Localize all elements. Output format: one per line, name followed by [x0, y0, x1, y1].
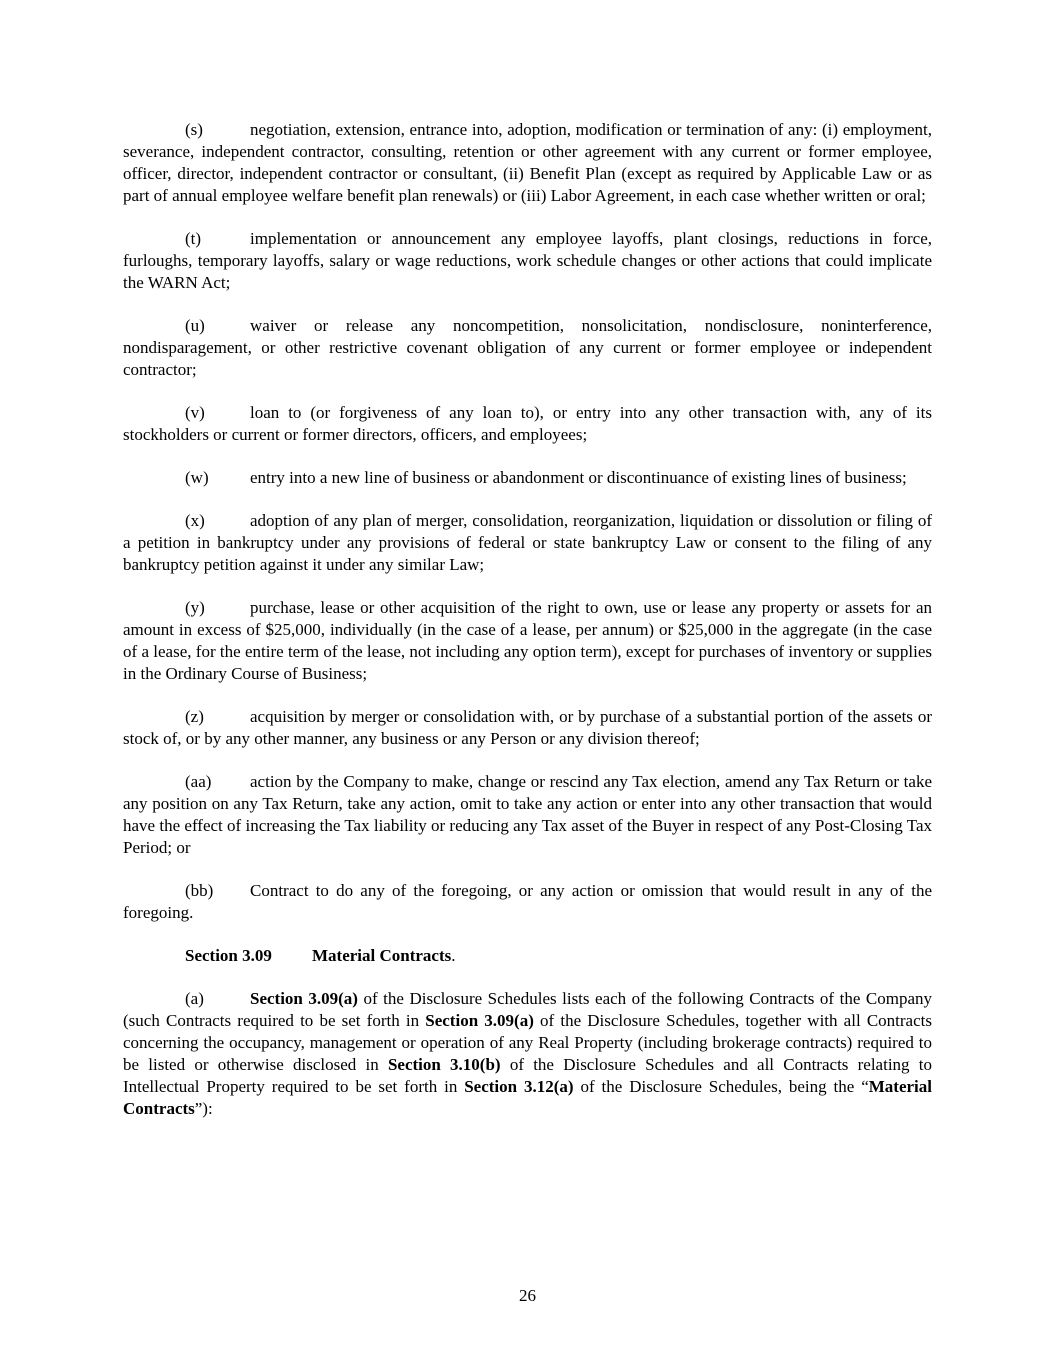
paragraph-label: (u)	[185, 316, 205, 335]
section-title: Material Contracts	[312, 946, 452, 965]
paragraph-label: (y)	[185, 598, 205, 617]
page-number: 26	[519, 1286, 536, 1305]
paragraph-label: (w)	[185, 468, 209, 487]
paragraph-text: action by the Company to make, change or rescind any Tax election, amend any Tax Return or take any position on any Tax Return, take any action, omit to take any action or enter into any other transaction that would have the effect of increasing the Tax liability or reducing any Tax asset of the Buyer in respect of any Post-Closing Tax Period; or	[123, 772, 932, 857]
paragraph-w	[123, 467, 932, 489]
paragraph-a	[123, 988, 932, 1120]
paragraph-y	[123, 597, 932, 685]
paragraph-text: implementation or announcement any employee layoffs, plant closings, reductions in force, furloughs, temporary layoffs, salary or wage reductions, work schedule changes or other actions that could implicate the WARN Act;	[123, 229, 932, 292]
paragraph-label: (bb)	[185, 881, 214, 900]
paragraph-text: entry into a new line of business or abandonment or discontinuance of existing lines of business;	[250, 468, 907, 487]
paragraph-label: (t)	[185, 229, 202, 248]
paragraph-text: adoption of any plan of merger, consolidation, reorganization, liquidation or dissolution or filing of a petition in bankruptcy under any provisions of federal or state bankruptcy Law or consent to the filing of any bankruptcy petition against it under any similar Law;	[123, 511, 932, 574]
paragraph-z	[123, 706, 932, 750]
paragraph-t	[123, 228, 932, 294]
paragraph-v	[123, 402, 932, 446]
paragraph-u	[123, 315, 932, 381]
paragraph-label: (s)	[185, 120, 203, 139]
paragraph-label: (x)	[185, 511, 205, 530]
paragraph-aa	[123, 771, 932, 859]
paragraph-label: (v)	[185, 403, 205, 422]
section-title-period: .	[451, 946, 456, 965]
paragraph-x	[123, 510, 932, 576]
section-heading	[123, 945, 932, 967]
paragraph-bb	[123, 880, 932, 924]
paragraph-text: purchase, lease or other acquisition of the right to own, use or lease any property or assets for an amount in excess of $25,000, individually (in the case of a lease, per annum) or $25,000 in the aggregate (in the case of a lease, for the entire term of the lease, not including any option term), except for purchases of inventory or supplies in the Ordinary Course of Business;	[123, 598, 932, 683]
paragraph-label: (aa)	[185, 772, 212, 791]
paragraph-text: loan to (or forgiveness of any loan to), or entry into any other transaction with, any of its stockholders or current or former directors, officers, and employees;	[123, 403, 932, 444]
paragraph-text: negotiation, extension, entrance into, adoption, modification or termination of any: (i) employment, severance, independent contractor, consulting, retention or other agreement with any current or former employee, officer, director, independent contractor or consultant, (ii) Benefit Plan (except as required by Applicable Law or as part of annual employee welfare benefit plan renewals) or (iii) Labor Agreement, in each case whether written or oral;	[123, 120, 932, 205]
paragraph-label: (a)	[185, 989, 204, 1008]
section-number: Section 3.09	[185, 946, 272, 965]
paragraph-text: Section 3.09(a) of the Disclosure Schedules lists each of the following Contracts of the Company (such Contracts required to be set forth in Section 3.09(a) of the Disclosure Schedules, together with all Contracts concerning the occupancy, management or operation of any Real Property (including brokerage contracts) required to be listed or otherwise disclosed in Section 3.10(b) of the Disclosure Schedules and all Contracts relating to Intellectual Property required to be set forth in Section 3.12(a) of the Disclosure Schedules, being the “Material Contracts”):	[123, 989, 932, 1118]
paragraph-s	[123, 119, 932, 207]
paragraph-label: (z)	[185, 707, 204, 726]
paragraph-text: Contract to do any of the foregoing, or any action or omission that would result in any of the foregoing.	[123, 881, 932, 922]
paragraph-text: waiver or release any noncompetition, nonsolicitation, nondisclosure, noninterference, nondisparagement, or other restrictive covenant obligation of any current or former employee or independent contractor;	[123, 316, 932, 379]
paragraph-text: acquisition by merger or consolidation with, or by purchase of a substantial portion of the assets or stock of, or by any other manner, any business or any Person or any division thereof;	[123, 707, 932, 748]
